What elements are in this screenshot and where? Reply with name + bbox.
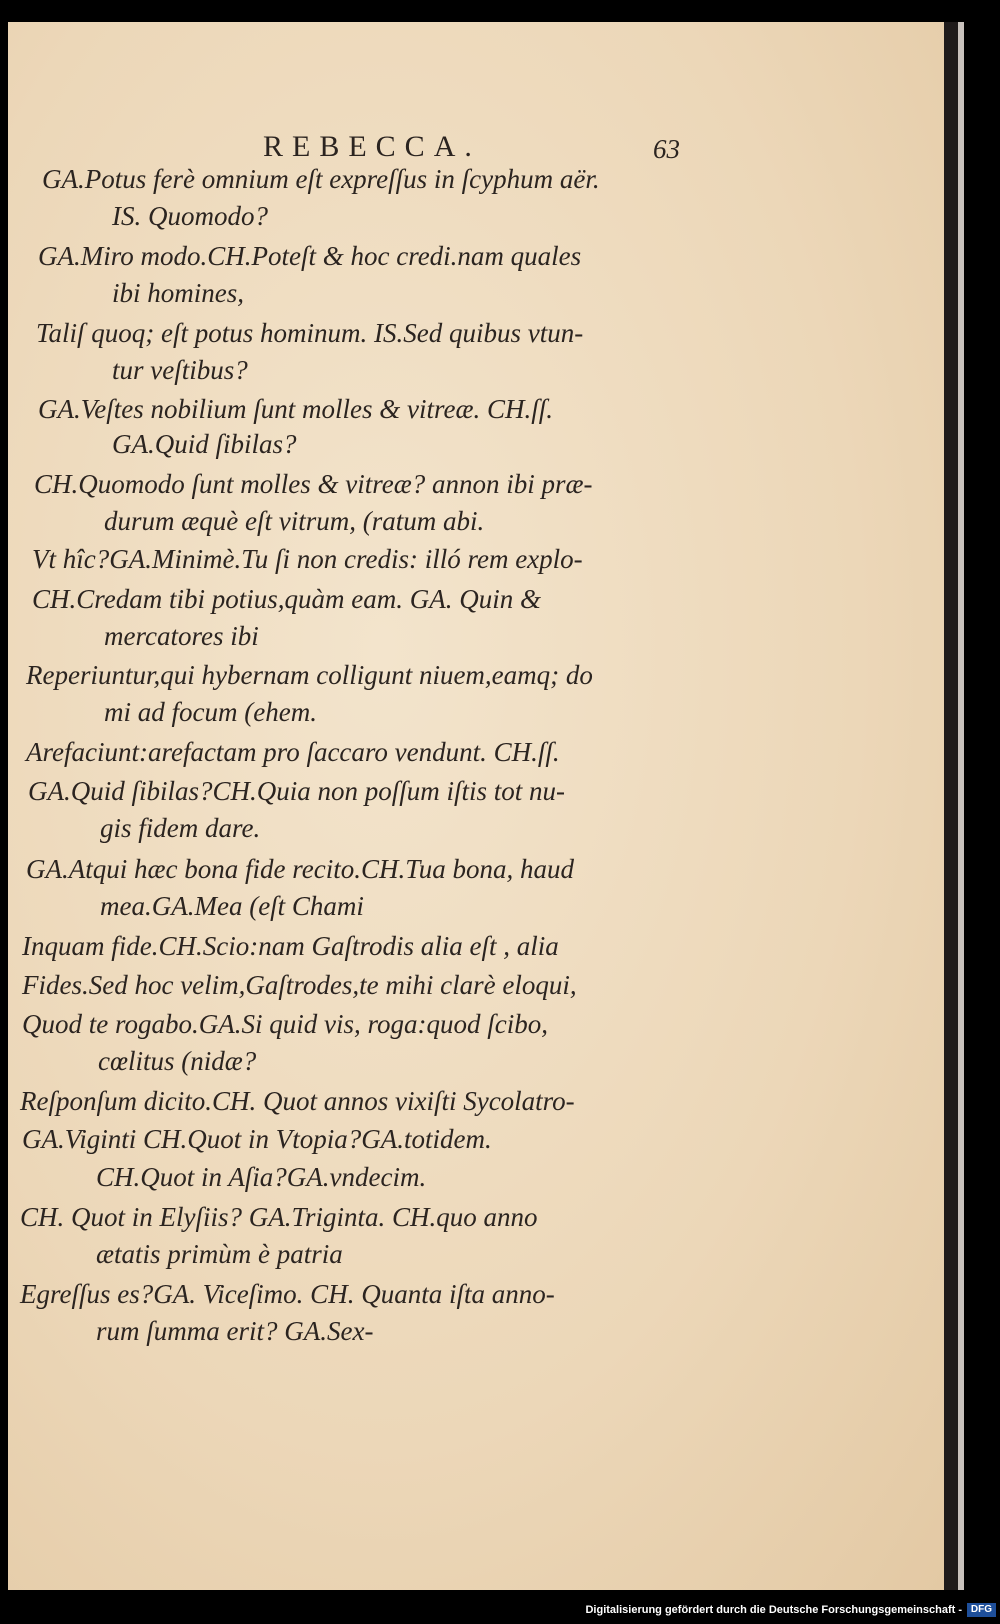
text-line: CH.Credam tibi potius,quàm eam. GA. Quin &	[32, 584, 541, 614]
text-line: mercatores ibi	[104, 621, 259, 651]
text-line: Reſponſum dicito.CH. Quot annos vixiſti Sycolatro-	[20, 1086, 575, 1116]
text-line: mi ad focum (ehem.	[104, 697, 317, 727]
page-number: 63	[653, 134, 680, 164]
text-line: Fides.Sed hoc velim,Gaſtrodes,te mihi clarè eloqui,	[22, 970, 577, 1000]
text-line: Egreſſus es?GA. Viceſimo. CH. Quanta iſta anno-	[20, 1279, 555, 1309]
text-line: Quod te rogabo.GA.Si quid vis, roga:quod ſcibo,	[22, 1009, 548, 1039]
funding-caption: Digitalisierung gefördert durch die Deutsche Forschungsgemeinschaft -	[585, 1604, 962, 1616]
text-line: GA.Quid ſibilas?CH.Quia non poſſum iſtis tot nu-	[28, 776, 566, 806]
text-line: CH.Quot in Aſia?GA.vndecim.	[96, 1162, 427, 1192]
text-line: mea.GA.Mea (eſt Chami	[100, 891, 364, 921]
text-line: Inquam fide.CH.Scio:nam Gaſtrodis alia eſt , alia	[22, 931, 559, 961]
book-page	[8, 22, 944, 1590]
text-line: ætatis primùm è patria	[96, 1239, 343, 1269]
text-line: GA.Miro modo.CH.Poteſt & hoc credi.nam quales	[38, 241, 582, 271]
text-line: GA.Veſtes nobilium ſunt molles & vitreæ. CH.ſſ.	[38, 394, 553, 424]
text-line: cœlitus (nidæ?	[98, 1046, 257, 1076]
text-line: ibi homines,	[112, 278, 244, 308]
text-line: durum æquè eſt vitrum, (ratum abi.	[104, 506, 485, 536]
text-line: CH.Quomodo ſunt molles & vitreæ? annon ibi præ-	[34, 469, 593, 499]
text-line: IS. Quomodo?	[112, 201, 268, 231]
dfg-logo-icon: DFG	[967, 1603, 996, 1617]
text-line: Reperiuntur,qui hybernam colligunt niuem,eamq; do	[26, 660, 593, 690]
running-head: REBECCA.	[263, 130, 481, 163]
text-line: Vt hîc?GA.Minimè.Tu ſi non credis: illó rem explo-	[32, 544, 583, 574]
text-line: GA.Quid ſibilas?	[112, 429, 297, 459]
page-edge-strip	[958, 22, 964, 1590]
text-line: GA.Viginti CH.Quot in Vtopia?GA.totidem.	[22, 1124, 492, 1154]
text-line: Taliſ quoq; eſt potus hominum. IS.Sed quibus vtun-	[36, 318, 584, 348]
page-edge-shadow	[944, 22, 958, 1590]
text-line: CH. Quot in Elyſiis? GA.Triginta. CH.quo anno	[20, 1202, 538, 1232]
text-line: rum ſumma erit? GA.Sex-	[96, 1316, 374, 1346]
text-line: Arefaciunt:arefactam pro ſaccaro vendunt. CH.ſſ.	[26, 737, 560, 767]
text-line: gis fidem dare.	[100, 813, 261, 843]
text-line: GA.Atqui hæc bona fide recito.CH.Tua bona, haud	[26, 854, 574, 884]
text-line: tur veſtibus?	[112, 355, 248, 385]
text-line: GA.Potus ferè omnium eſt expreſſus in ſcyphum aër.	[42, 164, 600, 194]
